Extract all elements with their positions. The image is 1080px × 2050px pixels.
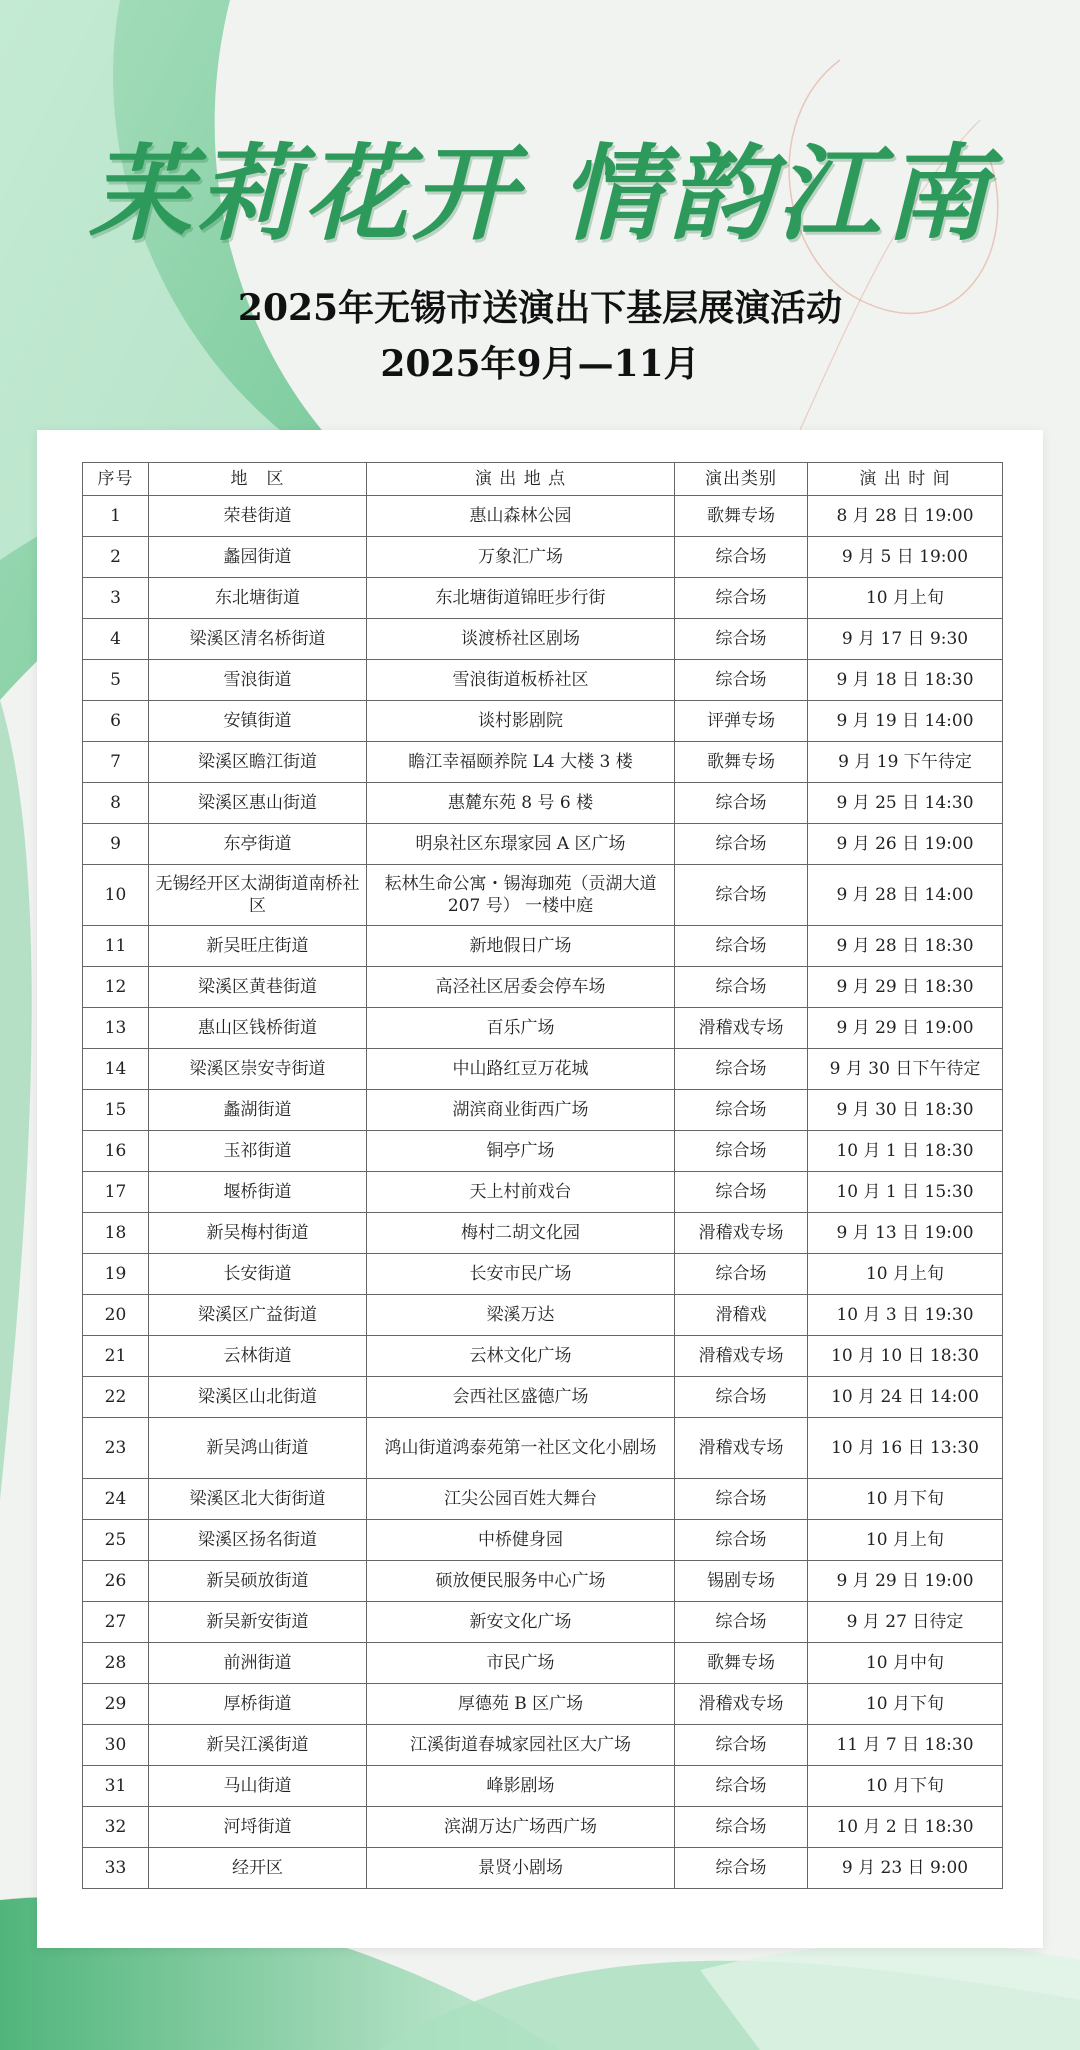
table-row <box>83 1090 1003 1131</box>
cell-index: 13 <box>83 1008 149 1049</box>
cell-category: 歌舞专场 <box>675 742 808 783</box>
cell-district: 梁溪区扬名街道 <box>149 1520 367 1561</box>
cell-time: 10 月下旬 <box>808 1684 1003 1725</box>
cell-district: 蠡湖街道 <box>149 1090 367 1131</box>
cell-category: 综合场 <box>675 1172 808 1213</box>
cell-district: 经开区 <box>149 1848 367 1889</box>
cell-venue: 谈村影剧院 <box>367 701 675 742</box>
cell-venue: 高泾社区居委会停车场 <box>367 967 675 1008</box>
cell-time: 9 月 17 日 9:30 <box>808 619 1003 660</box>
cell-time: 10 月 1 日 18:30 <box>808 1131 1003 1172</box>
cell-index: 32 <box>83 1807 149 1848</box>
table-row <box>83 619 1003 660</box>
cell-index: 4 <box>83 619 149 660</box>
cell-category: 滑稽戏专场 <box>675 1008 808 1049</box>
cell-district: 河埒街道 <box>149 1807 367 1848</box>
cell-index: 1 <box>83 496 149 537</box>
table-row <box>83 1213 1003 1254</box>
cell-venue: 江尖公园百姓大舞台 <box>367 1479 675 1520</box>
cell-district: 梁溪区北大街街道 <box>149 1479 367 1520</box>
cell-time: 9 月 18 日 18:30 <box>808 660 1003 701</box>
cell-category: 综合场 <box>675 1254 808 1295</box>
cell-time: 10 月 10 日 18:30 <box>808 1336 1003 1377</box>
cell-district: 荣巷街道 <box>149 496 367 537</box>
cell-category: 滑稽戏专场 <box>675 1684 808 1725</box>
cell-time: 9 月 25 日 14:30 <box>808 783 1003 824</box>
cell-district: 新吴江溪街道 <box>149 1725 367 1766</box>
cell-index: 15 <box>83 1090 149 1131</box>
table-row <box>83 1766 1003 1807</box>
cell-category: 滑稽戏专场 <box>675 1336 808 1377</box>
cell-time: 9 月 28 日 14:00 <box>808 865 1003 926</box>
cell-index: 7 <box>83 742 149 783</box>
cell-venue: 硕放便民服务中心广场 <box>367 1561 675 1602</box>
cell-district: 新吴新安街道 <box>149 1602 367 1643</box>
cell-category: 综合场 <box>675 1377 808 1418</box>
cell-index: 29 <box>83 1684 149 1725</box>
cell-index: 24 <box>83 1479 149 1520</box>
table-row <box>83 701 1003 742</box>
cell-index: 31 <box>83 1766 149 1807</box>
table-row <box>83 926 1003 967</box>
cell-index: 8 <box>83 783 149 824</box>
cell-time: 9 月 19 下午待定 <box>808 742 1003 783</box>
cell-venue: 瞻江幸福颐养院 L4 大楼 3 楼 <box>367 742 675 783</box>
cell-time: 10 月下旬 <box>808 1766 1003 1807</box>
table-row <box>83 1008 1003 1049</box>
cell-time: 9 月 13 日 19:00 <box>808 1213 1003 1254</box>
cell-venue: 滨湖万达广场西广场 <box>367 1807 675 1848</box>
table-row <box>83 865 1003 926</box>
cell-venue: 百乐广场 <box>367 1008 675 1049</box>
table-row <box>83 1131 1003 1172</box>
cell-category: 综合场 <box>675 1848 808 1889</box>
cell-time: 10 月上旬 <box>808 1254 1003 1295</box>
table-row <box>83 1049 1003 1090</box>
cell-index: 25 <box>83 1520 149 1561</box>
cell-venue: 铜亭广场 <box>367 1131 675 1172</box>
cell-time: 10 月上旬 <box>808 1520 1003 1561</box>
cell-time: 10 月 1 日 15:30 <box>808 1172 1003 1213</box>
cell-venue: 雪浪街道板桥社区 <box>367 660 675 701</box>
cell-time: 9 月 19 日 14:00 <box>808 701 1003 742</box>
cell-venue: 天上村前戏台 <box>367 1172 675 1213</box>
cell-venue: 湖滨商业街西广场 <box>367 1090 675 1131</box>
cell-category: 综合场 <box>675 660 808 701</box>
cell-time: 9 月 27 日待定 <box>808 1602 1003 1643</box>
cell-venue: 新安文化广场 <box>367 1602 675 1643</box>
cell-district: 新吴硕放街道 <box>149 1561 367 1602</box>
cell-venue: 长安市民广场 <box>367 1254 675 1295</box>
cell-category: 综合场 <box>675 1766 808 1807</box>
table-row <box>83 967 1003 1008</box>
cell-time: 10 月 24 日 14:00 <box>808 1377 1003 1418</box>
cell-index: 11 <box>83 926 149 967</box>
event-title: 2025年无锡市送演出下基层展演活动 <box>237 287 843 329</box>
table-row <box>83 1807 1003 1848</box>
cell-time: 9 月 29 日 19:00 <box>808 1008 1003 1049</box>
cell-index: 27 <box>83 1602 149 1643</box>
cell-index: 16 <box>83 1131 149 1172</box>
cell-district: 东北塘街道 <box>149 578 367 619</box>
header-district: 地 区 <box>149 463 367 496</box>
cell-district: 新吴梅村街道 <box>149 1213 367 1254</box>
cell-index: 22 <box>83 1377 149 1418</box>
cell-index: 28 <box>83 1643 149 1684</box>
cell-district: 厚桥街道 <box>149 1684 367 1725</box>
cell-venue: 云林文化广场 <box>367 1336 675 1377</box>
table-row <box>83 537 1003 578</box>
cell-district: 无锡经开区太湖街道南桥社区 <box>149 865 367 926</box>
cell-district: 梁溪区山北街道 <box>149 1377 367 1418</box>
cell-time: 10 月下旬 <box>808 1479 1003 1520</box>
cell-venue: 峰影剧场 <box>367 1766 675 1807</box>
table-row <box>83 1643 1003 1684</box>
cell-category: 综合场 <box>675 1807 808 1848</box>
cell-venue: 新地假日广场 <box>367 926 675 967</box>
cell-index: 33 <box>83 1848 149 1889</box>
cell-district: 梁溪区黄巷街道 <box>149 967 367 1008</box>
table-row <box>83 1684 1003 1725</box>
cell-category: 综合场 <box>675 619 808 660</box>
header-index: 序号 <box>83 463 149 496</box>
cell-category: 综合场 <box>675 1049 808 1090</box>
cell-time: 8 月 28 日 19:00 <box>808 496 1003 537</box>
cell-venue: 惠山森林公园 <box>367 496 675 537</box>
cell-category: 综合场 <box>675 1090 808 1131</box>
cell-category: 滑稽戏 <box>675 1295 808 1336</box>
table-header-row <box>83 463 1003 496</box>
table-row <box>83 578 1003 619</box>
table-body <box>83 496 1003 1889</box>
cell-time: 10 月 16 日 13:30 <box>808 1418 1003 1479</box>
cell-district: 云林街道 <box>149 1336 367 1377</box>
cell-time: 10 月上旬 <box>808 578 1003 619</box>
cell-category: 综合场 <box>675 967 808 1008</box>
cell-district: 蠡园街道 <box>149 537 367 578</box>
cell-index: 9 <box>83 824 149 865</box>
table-row <box>83 1295 1003 1336</box>
cell-venue: 东北塘街道锦旺步行街 <box>367 578 675 619</box>
cell-time: 10 月中旬 <box>808 1643 1003 1684</box>
cell-index: 19 <box>83 1254 149 1295</box>
cell-category: 歌舞专场 <box>675 496 808 537</box>
cell-district: 长安街道 <box>149 1254 367 1295</box>
cell-category: 综合场 <box>675 1479 808 1520</box>
cell-category: 综合场 <box>675 824 808 865</box>
cell-category: 综合场 <box>675 537 808 578</box>
cell-category: 滑稽戏专场 <box>675 1213 808 1254</box>
cell-district: 马山街道 <box>149 1766 367 1807</box>
cell-district: 新吴旺庄街道 <box>149 926 367 967</box>
header-venue: 演 出 地 点 <box>367 463 675 496</box>
table-row <box>83 1172 1003 1213</box>
cell-time: 9 月 23 日 9:00 <box>808 1848 1003 1889</box>
cell-index: 5 <box>83 660 149 701</box>
cell-district: 玉祁街道 <box>149 1131 367 1172</box>
cell-index: 6 <box>83 701 149 742</box>
cell-category: 综合场 <box>675 865 808 926</box>
cell-venue: 鸿山街道鸿泰苑第一社区文化小剧场 <box>367 1418 675 1479</box>
cell-venue: 梁溪万达 <box>367 1295 675 1336</box>
cell-time: 9 月 28 日 18:30 <box>808 926 1003 967</box>
cell-index: 30 <box>83 1725 149 1766</box>
cell-index: 3 <box>83 578 149 619</box>
cell-venue: 谈渡桥社区剧场 <box>367 619 675 660</box>
cell-category: 综合场 <box>675 1520 808 1561</box>
cell-category: 综合场 <box>675 578 808 619</box>
cell-district: 梁溪区惠山街道 <box>149 783 367 824</box>
table-row <box>83 1848 1003 1889</box>
cell-time: 9 月 29 日 19:00 <box>808 1561 1003 1602</box>
cell-district: 堰桥街道 <box>149 1172 367 1213</box>
cell-category: 锡剧专场 <box>675 1561 808 1602</box>
table-row <box>83 783 1003 824</box>
table-row <box>83 496 1003 537</box>
cell-venue: 梅村二胡文化园 <box>367 1213 675 1254</box>
cell-district: 前洲街道 <box>149 1643 367 1684</box>
cell-venue: 中山路红豆万花城 <box>367 1049 675 1090</box>
cell-category: 综合场 <box>675 1602 808 1643</box>
table-row <box>83 1336 1003 1377</box>
cell-venue: 市民广场 <box>367 1643 675 1684</box>
cell-category: 综合场 <box>675 783 808 824</box>
table-row <box>83 1561 1003 1602</box>
cell-time: 10 月 3 日 19:30 <box>808 1295 1003 1336</box>
schedule-table <box>82 462 1003 1889</box>
cell-time: 9 月 5 日 19:00 <box>808 537 1003 578</box>
cell-index: 23 <box>83 1418 149 1479</box>
cell-venue: 中桥健身园 <box>367 1520 675 1561</box>
table-row <box>83 1602 1003 1643</box>
cell-district: 梁溪区广益街道 <box>149 1295 367 1336</box>
cell-district: 雪浪街道 <box>149 660 367 701</box>
cell-venue: 万象汇广场 <box>367 537 675 578</box>
cell-venue: 惠麓东苑 8 号 6 楼 <box>367 783 675 824</box>
cell-time: 9 月 30 日下午待定 <box>808 1049 1003 1090</box>
cell-district: 惠山区钱桥街道 <box>149 1008 367 1049</box>
cell-index: 14 <box>83 1049 149 1090</box>
cell-time: 9 月 29 日 18:30 <box>808 967 1003 1008</box>
schedule-card <box>37 430 1043 1948</box>
cell-district: 新吴鸿山街道 <box>149 1418 367 1479</box>
cell-index: 21 <box>83 1336 149 1377</box>
cell-venue: 明泉社区东璟家园 A 区广场 <box>367 824 675 865</box>
cell-index: 18 <box>83 1213 149 1254</box>
cell-venue: 景贤小剧场 <box>367 1848 675 1889</box>
table-row <box>83 1479 1003 1520</box>
cell-index: 20 <box>83 1295 149 1336</box>
table-row <box>83 660 1003 701</box>
cell-index: 10 <box>83 865 149 926</box>
cell-index: 12 <box>83 967 149 1008</box>
cell-category: 综合场 <box>675 1131 808 1172</box>
table-row <box>83 742 1003 783</box>
cell-venue: 耘林生命公寓・锡海珈苑（贡湖大道 207 号） 一楼中庭 <box>367 865 675 926</box>
cell-time: 10 月 2 日 18:30 <box>808 1807 1003 1848</box>
event-period: 2025年9月—11月 <box>380 343 700 385</box>
cell-venue: 厚德苑 B 区广场 <box>367 1684 675 1725</box>
cell-venue: 会西社区盛德广场 <box>367 1377 675 1418</box>
header-time: 演 出 时 间 <box>808 463 1003 496</box>
table-row <box>83 1520 1003 1561</box>
headline-calligraphy: 茉莉花开 情韵江南 <box>87 133 993 255</box>
cell-category: 评弹专场 <box>675 701 808 742</box>
table-row <box>83 1725 1003 1766</box>
header-category: 演出类别 <box>675 463 808 496</box>
cell-index: 17 <box>83 1172 149 1213</box>
cell-district: 梁溪区瞻江街道 <box>149 742 367 783</box>
cell-district: 安镇街道 <box>149 701 367 742</box>
table-row <box>83 1254 1003 1295</box>
cell-time: 11 月 7 日 18:30 <box>808 1725 1003 1766</box>
cell-category: 滑稽戏专场 <box>675 1418 808 1479</box>
table-row <box>83 824 1003 865</box>
cell-district: 东亭街道 <box>149 824 367 865</box>
table-row <box>83 1418 1003 1479</box>
cell-category: 歌舞专场 <box>675 1643 808 1684</box>
cell-index: 26 <box>83 1561 149 1602</box>
cell-district: 梁溪区清名桥街道 <box>149 619 367 660</box>
cell-index: 2 <box>83 537 149 578</box>
table-row <box>83 1377 1003 1418</box>
cell-category: 综合场 <box>675 1725 808 1766</box>
cell-venue: 江溪街道春城家园社区大广场 <box>367 1725 675 1766</box>
cell-time: 9 月 26 日 19:00 <box>808 824 1003 865</box>
cell-district: 梁溪区崇安寺街道 <box>149 1049 367 1090</box>
cell-category: 综合场 <box>675 926 808 967</box>
cell-time: 9 月 30 日 18:30 <box>808 1090 1003 1131</box>
